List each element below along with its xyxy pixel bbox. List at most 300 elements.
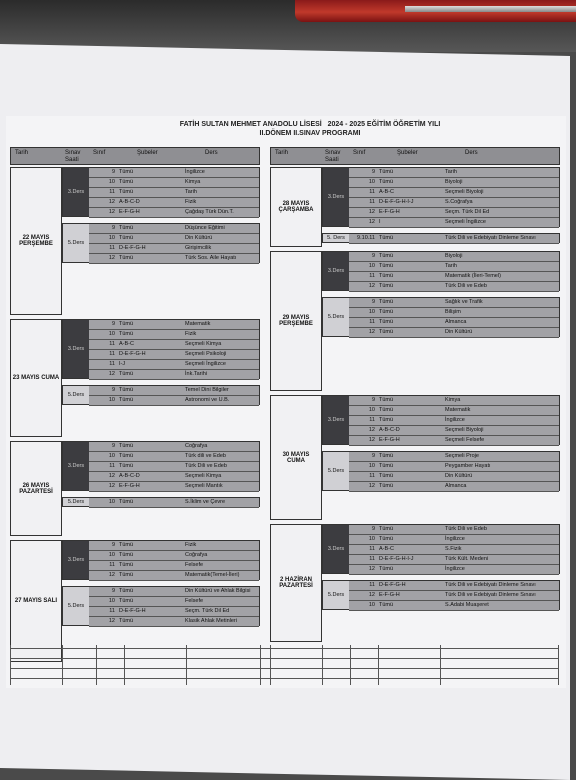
grade-cell: 12	[368, 427, 375, 433]
branches-cell: Tümü	[119, 387, 134, 393]
branches-cell: A-B-C-D	[379, 427, 400, 433]
exam-row	[349, 272, 559, 282]
grade-cell: 9	[371, 397, 375, 403]
branches-cell: Tümü	[119, 618, 134, 624]
grade-cell: 9	[111, 387, 115, 393]
session-label: 3.Ders	[63, 320, 89, 378]
exam-row	[349, 545, 559, 555]
grade-cell: 11	[109, 245, 115, 251]
empty-row-divider	[270, 645, 271, 685]
branches-cell: D-E-F-G-H-I-J	[379, 199, 414, 205]
empty-row-divider	[322, 645, 323, 685]
course-cell: Türk dili ve Edeb	[185, 453, 226, 459]
exam-row	[349, 426, 559, 436]
exam-row	[89, 360, 259, 370]
exam-row	[349, 525, 559, 535]
exam-row	[89, 320, 259, 330]
grade-cell: 12	[368, 437, 375, 443]
course-cell: Seçmeli Kimya	[185, 473, 222, 479]
exam-row	[349, 262, 559, 272]
branches-cell: D-E-F-G-H-I-J	[379, 556, 414, 562]
exam-block	[62, 385, 260, 405]
branches-cell: D-E-F-G-H	[119, 608, 146, 614]
branches-cell: D-E-F-G-H	[379, 582, 406, 588]
exam-rows	[349, 581, 559, 609]
grade-cell: 10	[108, 179, 115, 185]
course-cell: Astronomi ve U.B.	[185, 397, 230, 403]
exam-row	[89, 386, 259, 396]
empty-row-divider	[378, 645, 379, 685]
day-cell: 26 MAYIS PAZARTESİ	[10, 441, 62, 536]
course-cell: S.Adabi Muaşeret	[445, 602, 489, 608]
course-cell: Türk Dili ve Edeb	[185, 463, 227, 469]
exam-row	[349, 188, 559, 198]
branches-cell: Tümü	[379, 299, 394, 305]
grade-cell: 11	[369, 319, 375, 325]
exam-block	[322, 580, 560, 610]
exam-row	[89, 607, 259, 617]
exam-row	[349, 396, 559, 406]
course-cell: Türk Sos. Aile Hayatı	[185, 255, 237, 261]
course-cell: Klasik Ahlak Metinleri	[185, 618, 237, 624]
session-label: 5.Ders	[323, 298, 349, 336]
header-course: Ders	[205, 150, 218, 156]
session-label: 3.Ders	[323, 396, 349, 444]
grade-cell: 12	[368, 209, 375, 215]
table-header	[10, 147, 260, 165]
grade-cell: 12	[108, 255, 115, 261]
course-cell: Fizik	[185, 542, 197, 548]
day-cell: 29 MAYIS PERŞEMBE	[270, 251, 322, 391]
session-label: 5.Ders	[63, 498, 89, 506]
exam-rows	[89, 442, 259, 490]
branches-cell: Tümü	[119, 572, 134, 578]
course-cell: Coğrafya	[185, 552, 208, 558]
grade-cell: 10	[368, 536, 375, 542]
course-cell: Bilişim	[445, 309, 461, 315]
branches-cell: Tümü	[119, 189, 134, 195]
course-cell: S.Coğrafya	[445, 199, 473, 205]
day-cell: 27 MAYIS SALI	[10, 540, 62, 662]
course-cell: Tarih	[445, 169, 457, 175]
grade-cell: 11	[109, 351, 115, 357]
course-cell: Felsefe	[185, 598, 204, 604]
course-cell: Din Kültürü	[445, 329, 473, 335]
grade-cell: 11	[109, 562, 115, 568]
grade-cell: 12	[368, 592, 375, 598]
branches-cell: A-B-C-D	[119, 199, 140, 205]
branches-cell: E-F-G-H	[379, 437, 400, 443]
grade-cell: 11	[369, 417, 375, 423]
grade-cell: 10	[368, 179, 375, 185]
course-cell: Türk Kült. Medeni	[445, 556, 489, 562]
exam-row	[349, 581, 559, 591]
grade-cell: 12	[108, 618, 115, 624]
grade-cell: 9	[111, 588, 115, 594]
grade-cell: 12	[368, 283, 375, 289]
exam-block	[322, 251, 560, 291]
exam-row	[89, 208, 259, 218]
exam-block	[62, 167, 260, 217]
course-cell: Seçmeli Psikoloji	[185, 351, 227, 357]
exam-rows	[349, 298, 559, 336]
grade-cell: 11	[109, 189, 115, 195]
exam-row	[89, 472, 259, 482]
exam-row	[349, 252, 559, 262]
grade-cell: 11	[369, 273, 375, 279]
grade-cell: 10	[108, 453, 115, 459]
branches-cell: Tümü	[119, 397, 134, 403]
course-cell: Kimya	[185, 179, 201, 185]
empty-row-line	[10, 678, 558, 679]
empty-row-divider	[186, 645, 187, 685]
branches-cell: Tümü	[119, 179, 134, 185]
exam-row	[349, 208, 559, 218]
grade-cell: 11	[369, 199, 375, 205]
course-cell: Türk Dili ve Edeb	[445, 283, 487, 289]
exam-row	[349, 416, 559, 426]
grade-cell: 10	[368, 602, 375, 608]
branches-cell: Tümü	[119, 169, 134, 175]
exam-row	[349, 178, 559, 188]
exam-row	[349, 308, 559, 318]
course-cell: Matematik (İleri-Temel)	[445, 273, 501, 279]
branches-cell: Tümü	[379, 536, 394, 542]
exam-row	[89, 340, 259, 350]
branches-cell: Tümü	[379, 263, 394, 269]
table-header	[270, 147, 560, 165]
grade-cell: 10	[108, 235, 115, 241]
course-cell: Din Kültürü ve Ahlak Bilgisi	[185, 588, 251, 594]
day-cell: 23 MAYIS CUMA	[10, 319, 62, 437]
exam-row	[89, 234, 259, 244]
grade-cell: 10	[108, 552, 115, 558]
empty-row-divider	[558, 645, 559, 685]
exam-row	[89, 541, 259, 551]
branches-cell: Tümü	[119, 463, 134, 469]
grade-cell: 12	[108, 473, 115, 479]
branches-cell: Tümü	[119, 453, 134, 459]
course-cell: Biyoloji	[445, 179, 463, 185]
grade-cell: 9	[371, 169, 375, 175]
exam-row	[89, 561, 259, 571]
session-label: 3.Ders	[63, 168, 89, 216]
exam-row	[89, 188, 259, 198]
exam-row	[349, 535, 559, 545]
grade-cell: 11	[369, 189, 375, 195]
branches-cell: A-B-C	[379, 546, 394, 552]
branches-cell: Tümü	[379, 329, 394, 335]
branches-cell: Tümü	[119, 331, 134, 337]
exam-block	[62, 223, 260, 263]
branches-cell: A-B-C	[119, 341, 134, 347]
exam-block	[322, 395, 560, 445]
branches-cell: Tümü	[119, 371, 134, 377]
grade-cell: 9	[111, 321, 115, 327]
branches-cell: Tümü	[119, 552, 134, 558]
grade-cell: 10	[108, 598, 115, 604]
course-cell: Seçmeli Felsefe	[445, 437, 485, 443]
empty-row-divider	[124, 645, 125, 685]
exam-block	[62, 319, 260, 379]
exam-rows	[89, 320, 259, 378]
session-label: 3.Ders	[323, 168, 349, 226]
branches-cell: Tümü	[379, 319, 394, 325]
exam-rows	[349, 234, 559, 242]
course-cell: İngilizce	[185, 169, 205, 175]
exam-row	[349, 591, 559, 601]
session-label: 3.Ders	[323, 525, 349, 573]
exam-block	[62, 497, 260, 507]
session-label: 5. Ders	[323, 234, 349, 242]
exam-rows	[89, 587, 259, 625]
exam-row	[349, 462, 559, 472]
branches-cell: A-B-C	[379, 189, 394, 195]
branches-cell: Tümü	[379, 483, 394, 489]
grade-cell: 10	[108, 331, 115, 337]
exam-rows	[89, 386, 259, 404]
grade-cell: 11	[109, 463, 115, 469]
course-cell: Fizik	[185, 331, 197, 337]
course-cell: Seçmeli İngilizce	[445, 219, 486, 225]
exam-row	[349, 601, 559, 611]
course-cell: Sağlık ve Trafik	[445, 299, 483, 305]
course-cell: S.Fizik	[445, 546, 462, 552]
grade-cell: 11	[109, 341, 115, 347]
session-label: 3.Ders	[323, 252, 349, 290]
course-cell: Seçmeli İngilizce	[185, 361, 226, 367]
session-label: 5.Ders	[63, 386, 89, 404]
school-title: FATİH SULTAN MEHMET ANADOLU LİSESİ 2024 - 2025 EĞİTİM ÖĞRETİM YILI	[179, 121, 441, 128]
course-cell: Matematik	[185, 321, 211, 327]
exam-row	[89, 396, 259, 406]
exam-row	[349, 218, 559, 228]
exam-row	[349, 168, 559, 178]
exam-block	[62, 540, 260, 580]
header-session: Sınav Saati	[65, 150, 81, 163]
course-cell: Türk Dili ve Edebiyatı Dinleme Sınavı	[445, 592, 536, 598]
exam-block	[322, 167, 560, 227]
empty-row-line	[10, 668, 558, 669]
branches-cell: Tümü	[379, 453, 394, 459]
header-grade: Sınıf	[353, 150, 366, 156]
course-cell: Seçmeli Biyoloji	[445, 189, 484, 195]
header-date: Tarih	[15, 150, 29, 156]
exam-rows	[349, 252, 559, 290]
course-cell: S.İklim ve Çevre	[185, 499, 226, 505]
course-cell: Din Kültürü	[445, 473, 473, 479]
grade-cell: 9	[111, 169, 115, 175]
branches-cell: Tümü	[119, 499, 134, 505]
exam-row	[349, 406, 559, 416]
course-cell: Kimya	[445, 397, 461, 403]
exam-block	[322, 451, 560, 491]
header-branches: Şubeler	[397, 150, 418, 156]
empty-row-divider	[10, 645, 11, 685]
course-cell: Türk Dili ve Edebiyatı Dinleme Sınavı	[445, 235, 536, 241]
day-cell: 30 MAYIS CUMA	[270, 395, 322, 520]
grade-cell: 11	[369, 582, 375, 588]
branches-cell: I	[379, 219, 381, 225]
grade-cell: 9	[111, 225, 115, 231]
header-branches: Şubeler	[137, 150, 158, 156]
exam-block	[62, 441, 260, 491]
grade-cell: 11	[109, 361, 115, 367]
grade-cell: 9	[111, 443, 115, 449]
branches-cell: Tümü	[379, 397, 394, 403]
branches-cell: I-J	[119, 361, 126, 367]
branches-cell: Tümü	[379, 179, 394, 185]
exam-row	[89, 587, 259, 597]
exam-block	[62, 586, 260, 626]
course-cell: Düşünce Eğitimi	[185, 225, 225, 231]
exam-row	[89, 482, 259, 492]
course-cell: Girişimcilik	[185, 245, 212, 251]
exam-row	[349, 234, 559, 244]
branches-cell: E-F-G-H	[119, 483, 140, 489]
empty-row-divider	[440, 645, 441, 685]
course-cell: Peygamber Hayatı	[445, 463, 491, 469]
empty-row-divider	[260, 645, 261, 685]
exam-row	[89, 198, 259, 208]
branches-cell: Tümü	[119, 588, 134, 594]
course-cell: Tarih	[445, 263, 457, 269]
exam-rows	[89, 498, 259, 506]
exam-row	[349, 565, 559, 575]
exam-row	[89, 254, 259, 264]
session-label: 3.Ders	[63, 442, 89, 490]
exam-row	[89, 442, 259, 452]
course-cell: Seçmeli Proje	[445, 453, 479, 459]
exam-row	[89, 224, 259, 234]
exam-rows	[89, 224, 259, 262]
branches-cell: Tümü	[379, 566, 394, 572]
grade-cell: 11	[109, 608, 115, 614]
branches-cell: Tümü	[379, 169, 394, 175]
exam-block	[322, 297, 560, 337]
branches-cell: Tümü	[119, 562, 134, 568]
branches-cell: Tümü	[379, 417, 394, 423]
course-cell: Türk Dili ve Edebiyatı Dinleme Sınavı	[445, 582, 536, 588]
pen-clip	[405, 6, 576, 12]
header-session: Sınav Saati	[325, 150, 341, 163]
course-cell: Almanca	[445, 483, 467, 489]
course-cell: Coğrafya	[185, 443, 208, 449]
exam-row	[89, 617, 259, 627]
day-cell: 2 HAZİRAN PAZARTESİ	[270, 524, 322, 642]
exam-row	[89, 330, 259, 340]
grade-cell: 9	[371, 299, 375, 305]
branches-cell: Tümü	[119, 598, 134, 604]
branches-cell: E-F-G-H	[379, 592, 400, 598]
exam-row	[89, 168, 259, 178]
branches-cell: Tümü	[119, 542, 134, 548]
header-course: Ders	[465, 150, 478, 156]
exam-row	[349, 555, 559, 565]
grade-cell: 12	[368, 329, 375, 335]
empty-row-divider	[62, 645, 63, 685]
course-cell: Çağdaş Türk Dün.T.	[185, 209, 234, 215]
exam-block	[322, 233, 560, 243]
empty-row-divider	[350, 645, 351, 685]
session-label: 5.Ders	[323, 581, 349, 609]
grade-cell: 10	[368, 463, 375, 469]
empty-row-divider	[96, 645, 97, 685]
course-cell: Matematik(Temel-İleri)	[185, 572, 240, 578]
branches-cell: E-F-G-H	[119, 209, 140, 215]
exam-row	[349, 328, 559, 338]
program-title: II.DÖNEM II.SINAV PROGRAMI	[259, 130, 361, 137]
course-cell: Seçmeli Biyoloji	[445, 427, 484, 433]
branches-cell: Tümü	[379, 235, 394, 241]
grade-cell: 10	[108, 499, 115, 505]
branches-cell: Tümü	[119, 443, 134, 449]
branches-cell: Tümü	[119, 225, 134, 231]
branches-cell: Tümü	[379, 273, 394, 279]
branches-cell: Tümü	[379, 463, 394, 469]
grade-cell: 9	[371, 453, 375, 459]
course-cell: Din Kültürü	[185, 235, 213, 241]
session-label: 5.Ders	[323, 452, 349, 490]
course-cell: Tarih	[185, 189, 197, 195]
pen-object	[295, 0, 576, 22]
exam-rows	[89, 168, 259, 216]
exam-row	[349, 436, 559, 446]
day-cell: 22 MAYIS PERŞEMBE	[10, 167, 62, 315]
grade-cell: 11	[369, 473, 375, 479]
exam-row	[89, 452, 259, 462]
course-cell: İnk.Tarihi	[185, 371, 208, 377]
exam-row	[89, 498, 259, 508]
course-cell: İngilizce	[445, 536, 465, 542]
empty-row-line	[10, 648, 558, 649]
grade-cell: 9	[371, 253, 375, 259]
session-label: 5.Ders	[63, 587, 89, 625]
header-date: Tarih	[275, 150, 289, 156]
grade-cell: 12	[108, 371, 115, 377]
branches-cell: Tümü	[119, 321, 134, 327]
grade-cell: 10	[108, 397, 115, 403]
branches-cell: Tümü	[379, 309, 394, 315]
branches-cell: D-E-F-G-H	[119, 245, 146, 251]
branches-cell: A-B-C-D	[119, 473, 140, 479]
grade-cell: 12	[108, 209, 115, 215]
exam-rows	[349, 168, 559, 226]
session-label: 5.Ders	[63, 224, 89, 262]
course-cell: İngilizce	[445, 417, 465, 423]
exam-row	[89, 370, 259, 380]
grade-cell: 9.10.11	[357, 235, 375, 241]
course-cell: Seçm. Türk Dil Ed	[445, 209, 490, 215]
exam-row	[349, 318, 559, 328]
branches-cell: Tümü	[379, 526, 394, 532]
exam-row	[349, 282, 559, 292]
exam-rows	[349, 396, 559, 444]
exam-row	[89, 244, 259, 254]
grade-cell: 10	[368, 309, 375, 315]
grade-cell: 10	[368, 263, 375, 269]
grade-cell: 12	[108, 483, 115, 489]
day-cell: 28 MAYIS ÇARŞAMBA	[270, 167, 322, 247]
exam-row	[349, 472, 559, 482]
course-cell: Temel Dini Bilgiler	[185, 387, 229, 393]
exam-row	[89, 571, 259, 581]
grade-cell: 11	[369, 546, 375, 552]
grade-cell: 9	[371, 526, 375, 532]
exam-row	[89, 178, 259, 188]
course-cell: Seçmeli Mantık	[185, 483, 223, 489]
branches-cell: Tümü	[379, 253, 394, 259]
